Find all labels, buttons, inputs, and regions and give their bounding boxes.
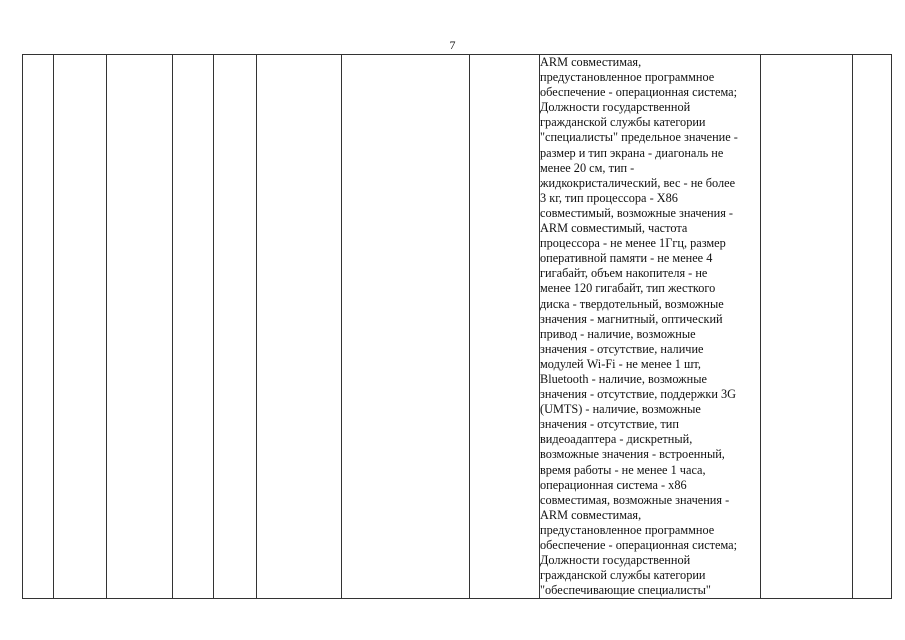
table-cell <box>173 55 214 599</box>
table-cell <box>853 55 892 599</box>
table-cell <box>257 55 342 599</box>
table-cell <box>107 55 173 599</box>
table-cell <box>342 55 470 599</box>
table-cell <box>54 55 107 599</box>
table-row <box>23 55 892 599</box>
table-cell <box>761 55 853 599</box>
specification-table <box>22 54 892 599</box>
table-cell <box>23 55 54 599</box>
page-number: 7 <box>449 38 456 52</box>
table-cell <box>470 55 540 599</box>
table-cell <box>214 55 257 599</box>
characteristics-text: ARM совместимая, предустановленное программное обеспечение - операционная система; Должности государственной гражданской службы категории "специалисты" предельное значение - размер и тип экрана - диагональ не менее 20 см, тип - жидкокристалический, вес - не более 3 кг, тип процессора - X86 совместимый, возможные значения - ARM совместимый, частота процессора - не менее 1Ггц, размер оперативной памяти - не менее 4 гигабайт, объем накопителя - не менее 120 гигабайт, тип жесткого диска - твердотельный, возможные значения - магнитный, оптический привод - наличие, возможные значения - отсутствие, наличие модулей Wi-Fi - не менее 1 шт, Bluetooth - наличие, возможные значения - отсутствие, поддержки 3G (UMTS) - наличие, возможные значения - отсутствие, тип видеоадаптера - дискретный, возможные значения - встроенный, время работы - не менее 1 часа, операционная система - x86 совместимая, возможные значения - ARM совместимая, предустановленное программное обеспечение - операционная система; Должности государственной гражданской службы категории "обеспечивающие специалисты" <box>540 55 738 598</box>
characteristics-cell <box>540 55 761 599</box>
